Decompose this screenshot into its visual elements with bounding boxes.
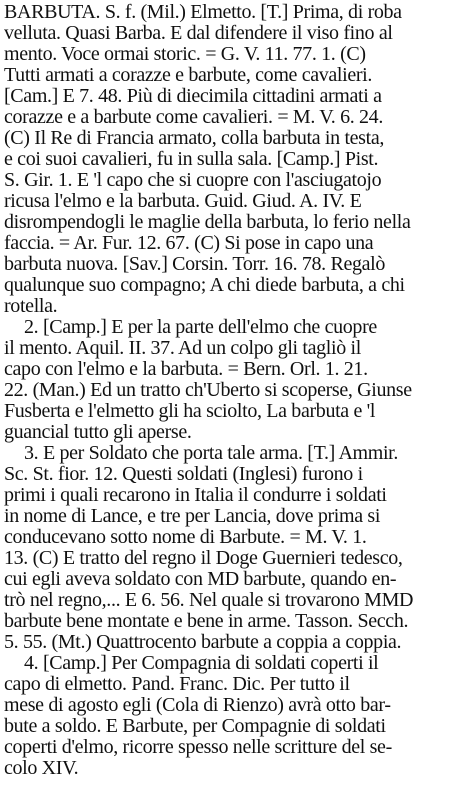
text-line: barbuta nuova. [Sav.] Corsin. Torr. 16. 78. Regalò	[4, 253, 386, 275]
text-line: S. Gir. 1. E 'l capo che si cuopre con l'asciugatojo	[4, 169, 382, 191]
text-line: 5. 55. (Mt.) Quattrocento barbute a coppia a coppia.	[4, 631, 402, 653]
text-line: disrompendogli le maglie della barbuta, lo ferio nella	[4, 211, 411, 233]
text-line: Sc. St. fior. 12. Questi soldati (Inglesi) furono i	[4, 463, 363, 485]
text-line: bute a soldo. E Barbute, per Compagnie di soldati	[4, 715, 386, 737]
text-line: guancial tutto gli aperse.	[4, 421, 192, 443]
text-line: il mento. Aquil. II. 37. Ad un colpo gli tagliò il	[4, 337, 361, 359]
text-line: (C) Il Re di Francia armato, colla barbuta in testa,	[4, 127, 384, 149]
text-line: mento. Voce ormai storic. = G. V. 11. 77. 1. (C)	[4, 43, 366, 65]
text-line: barbute bene montate e bene in arme. Tasson. Secch.	[4, 610, 409, 632]
text-line: cui egli aveva soldato con MD barbute, quando en-	[4, 568, 397, 590]
text-line: trò nel regno,... E 6. 56. Nel quale si trovarono MMD	[4, 589, 414, 611]
text-line: 2. [Camp.] E per la parte dell'elmo che cuopre	[24, 316, 377, 338]
text-line: Fusberta e l'elmetto gli ha sciolto, La barbuta e 'l	[4, 400, 376, 422]
text-line: colo XIV.	[4, 757, 79, 779]
text-line: BARBUTA. S. f. (Mil.) Elmetto. [T.] Prima, di roba	[4, 1, 402, 23]
text-line: conducevano sotto nome di Barbute. = M. V. 1.	[4, 526, 367, 548]
text-line: e coi suoi cavalieri, fu in sulla sala. [Camp.] Pist.	[4, 148, 379, 170]
text-line: 4. [Camp.] Per Compagnia di soldati coperti il	[24, 652, 379, 674]
text-line: ricusa l'elmo e la barbuta. Guid. Giud. A. IV. E	[4, 190, 362, 212]
text-line: coperti d'elmo, ricorre spesso nelle scritture del se-	[4, 736, 392, 758]
text-line: qualunque suo compagno; A chi diede barbuta, a chi	[4, 274, 405, 296]
text-line: corazze e a barbute come cavalieri. = M. V. 6. 24.	[4, 106, 383, 128]
text-line: 13. (C) E tratto del regno il Doge Guernieri tedesco,	[4, 547, 403, 569]
text-line: capo di elmetto. Pand. Franc. Dic. Per tutto il	[4, 673, 350, 695]
text-line: in nome di Lance, e tre per Lancia, dove prima si	[4, 505, 381, 527]
text-line: 22. (Man.) Ed un tratto ch'Uberto si scoperse, Giunse	[4, 379, 412, 401]
text-line: mese di agosto egli (Cola di Rienzo) avrà otto bar-	[4, 694, 391, 716]
text-line: velluta. Quasi Barba. E dal difendere il viso fino al	[4, 22, 393, 44]
text-line: capo con l'elmo e la barbuta. = Bern. Orl. 1. 21.	[4, 358, 368, 380]
text-line: primi i quali recarono in Italia il condurre i soldati	[4, 484, 387, 506]
text-line: rotella.	[4, 295, 58, 317]
text-line: Tutti armati a corazze e barbute, come cavalieri.	[4, 64, 373, 86]
text-line: faccia. = Ar. Fur. 12. 67. (C) Si pose in capo una	[4, 232, 374, 254]
text-line: [Cam.] E 7. 48. Più di diecimila cittadini armati a	[4, 85, 382, 107]
text-line: 3. E per Soldato che porta tale arma. [T.] Ammir.	[24, 442, 399, 464]
